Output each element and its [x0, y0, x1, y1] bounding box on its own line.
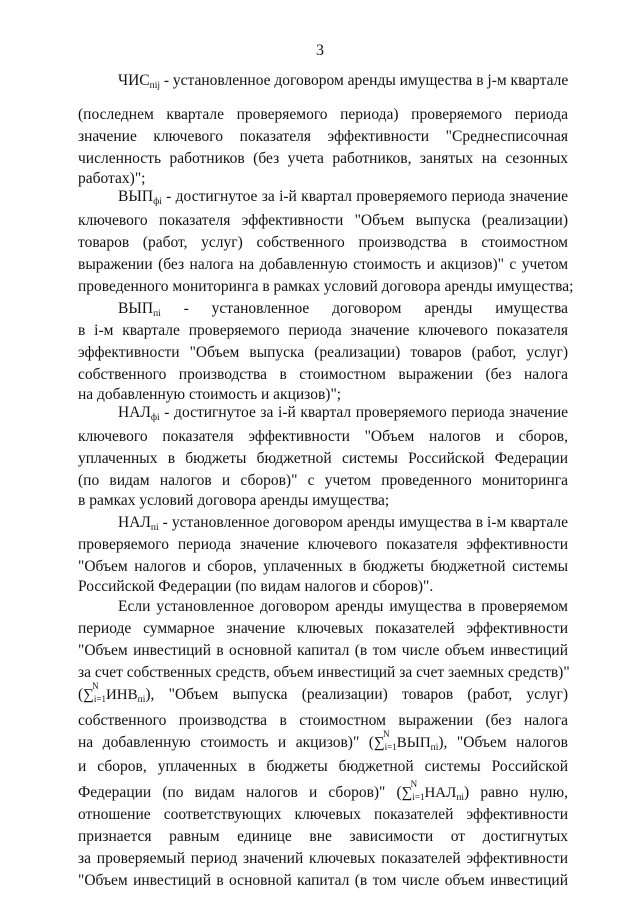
sum-upper-limit: N	[92, 681, 99, 691]
text-run: периоде суммарное значение ключевых показателей эффективности	[78, 620, 568, 637]
text-line	[78, 681, 568, 708]
text-run: и сборов, уплаченных в бюджеты бюджетной системы Российской	[78, 758, 568, 775]
text-line	[118, 72, 568, 90]
text-run: НАЛ	[118, 404, 151, 421]
text-line	[118, 514, 568, 532]
text-line	[78, 558, 568, 576]
text-run: НАЛ	[118, 514, 151, 531]
text-run: на добавленную стоимость и акцизов)" (	[78, 734, 374, 751]
subscript: пij	[149, 81, 160, 91]
text-run: ключевого показателя эффективности "Объем налогов и сборов,	[78, 428, 568, 445]
text-line	[78, 729, 568, 756]
text-run: проведенного мониторинга в рамках условий договора аренды имущества;	[78, 278, 574, 295]
sum-variable: ИНВ	[105, 687, 138, 703]
text-run: выражении (без налога на добавленную стоимость и акцизов)" с учетом	[78, 256, 568, 273]
text-run: товаров (работ, услуг) собственного производства в стоимостном	[78, 234, 568, 251]
text-line	[78, 170, 568, 188]
text-run: уплаченных в бюджеты бюджетной системы Российской Федерации	[78, 450, 568, 467]
text-line	[78, 806, 568, 824]
sum-variable: НАЛ	[424, 785, 457, 801]
text-run: (последнем квартале проверяемого периода) проверяемого периода	[78, 106, 568, 123]
text-run: собственного производства в стоимостном выражении (без налога	[78, 712, 568, 729]
text-run: "Объем инвестиций в основной капитал (в том числе объем инвестиций	[78, 642, 568, 659]
text-line	[78, 128, 568, 146]
text-line	[118, 598, 568, 616]
sum-variable: ВЫП	[396, 735, 431, 751]
text-run: численность работников (без учета работников, занятых на сезонных	[78, 150, 568, 167]
text-run: на добавленную стоимость и акцизов)";	[78, 386, 342, 403]
subscript: пi	[456, 793, 465, 803]
text-line	[78, 106, 568, 124]
text-line	[78, 578, 568, 596]
text-run: "Объем налогов и сборов, уплаченных в бюджеты бюджетной системы	[78, 558, 568, 575]
text-line	[78, 278, 574, 296]
text-run: - установленное договором аренды имущества	[160, 300, 568, 317]
subscript: фi	[153, 197, 162, 207]
text-line	[78, 492, 568, 510]
text-line	[78, 234, 568, 252]
text-line	[78, 758, 568, 776]
text-run: за проверяемый период значений ключевых показателей эффективности	[78, 850, 568, 867]
text-run: отношение соответствующих ключевых показателей эффективности	[78, 806, 568, 823]
text-line	[78, 779, 568, 806]
subscript: пi	[153, 309, 161, 319]
text-line	[78, 344, 568, 362]
text-line	[78, 642, 568, 660]
text-run: - установленное договором аренды имущества в j-м квартале	[159, 72, 569, 89]
text-run: (	[78, 686, 84, 703]
summation-formula	[373, 729, 439, 756]
sum-lower-limit: i=1	[412, 792, 425, 802]
text-line	[78, 712, 568, 730]
text-run: работах)";	[78, 170, 146, 187]
summation-formula	[83, 681, 146, 708]
text-run: ), "Объем налогов	[438, 734, 568, 751]
text-run: за счет собственных средств, объем инвестиций за счет заемных средств)"	[78, 664, 570, 681]
sum-symbol: ∑	[83, 687, 94, 703]
sum-symbol: ∑	[401, 785, 413, 801]
text-run: (по видам налогов и сборов)" с учетом проведенного мониторинга	[78, 472, 568, 489]
sum-upper-limit: N	[382, 729, 390, 739]
text-run: в рамках условий договора аренды имущества;	[78, 492, 390, 509]
sum-lower-limit: i=1	[384, 742, 397, 752]
text-run: ), "Объем выпуска (реализации) товаров (работ, услуг)	[145, 686, 568, 703]
text-run: в i-м квартале проверяемого периода значение ключевого показателя	[78, 322, 568, 339]
subscript: пi	[150, 523, 159, 533]
page-number: 3	[316, 42, 324, 59]
text-line	[118, 188, 568, 206]
sum-symbol: ∑	[373, 735, 385, 751]
text-run: ЧИС	[118, 72, 150, 89]
text-line	[78, 620, 568, 638]
subscript: пi	[137, 695, 146, 705]
text-run: признается равным единице вне зависимости от достигнутых	[78, 828, 568, 845]
text-line	[78, 450, 568, 468]
text-line	[78, 428, 568, 446]
text-run: эффективности "Объем выпуска (реализации) товаров (работ, услуг)	[78, 344, 568, 361]
text-line	[78, 366, 568, 384]
text-run: ВЫП	[118, 188, 154, 205]
text-run: Если установленное договором аренды имущества в проверяемом	[118, 598, 568, 615]
text-run: собственного производства в стоимостном выражении (без налога	[78, 366, 568, 383]
text-line	[118, 300, 568, 318]
text-run: ) равно нулю,	[464, 784, 568, 801]
text-run: - установленное договором аренды имущества в i-м квартале	[158, 514, 568, 531]
text-line	[78, 828, 568, 846]
text-line	[118, 404, 568, 422]
sum-upper-limit: N	[410, 779, 418, 789]
text-run: - достигнутое за i-й квартал проверяемого периода значение	[161, 188, 568, 205]
subscript: пi	[430, 743, 439, 753]
text-line	[78, 664, 568, 682]
text-run: Федерации (по видам налогов и сборов)" (	[78, 784, 402, 801]
text-line	[78, 472, 568, 490]
text-line	[78, 150, 568, 168]
text-run: проверяемого периода значение ключевого показателя эффективности	[78, 536, 568, 553]
text-run: ВЫП	[118, 300, 154, 317]
text-line	[78, 536, 568, 554]
text-run: значение ключевого показателя эффективности "Среднесписочная	[78, 128, 568, 145]
text-line	[78, 212, 568, 230]
text-run: ключевого показателя эффективности "Объем выпуска (реализации)	[78, 212, 568, 229]
text-line	[78, 256, 568, 274]
text-run: - достигнутое за i-й квартал проверяемого периода значение	[159, 404, 568, 421]
text-run: Российской Федерации (по видам налогов и сборов)".	[78, 578, 434, 595]
sum-lower-limit: i=1	[93, 694, 106, 704]
summation-formula	[401, 779, 465, 806]
text-line	[78, 386, 568, 404]
text-line	[78, 850, 568, 868]
text-line	[78, 322, 568, 340]
text-line	[78, 872, 568, 890]
text-run: "Объем инвестиций в основной капитал (в том числе объем инвестиций	[78, 872, 568, 889]
subscript: фi	[150, 413, 160, 423]
